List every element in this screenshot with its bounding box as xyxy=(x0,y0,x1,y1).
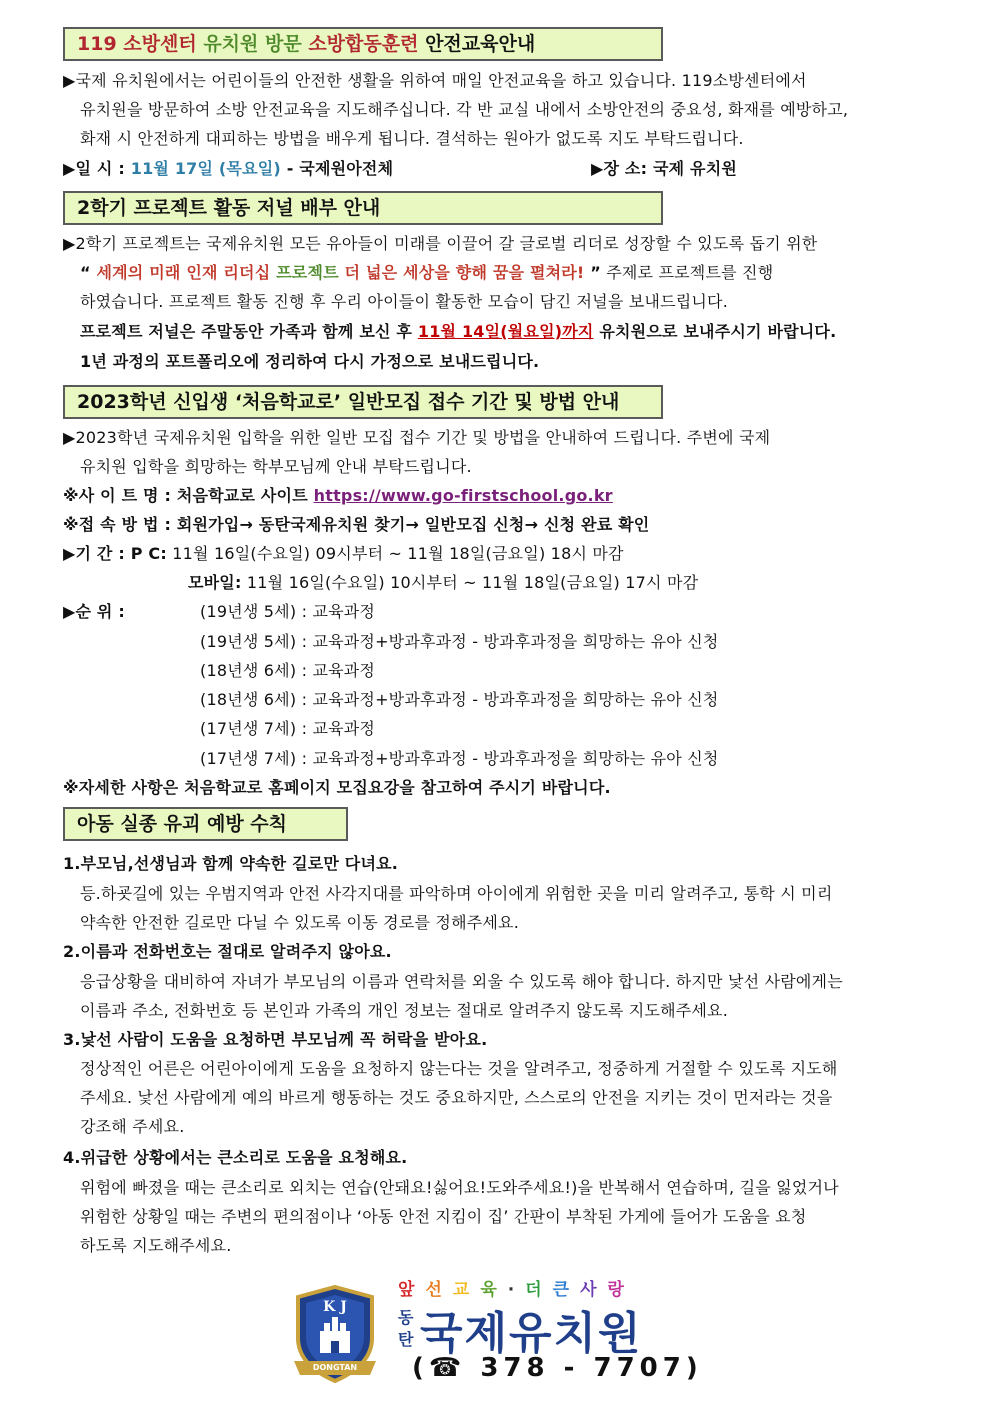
quote-green: 프로젝트 xyxy=(270,263,345,282)
rule-4-line-3: 하도록 지도해주세요. xyxy=(80,1236,232,1255)
quote-open: “ xyxy=(80,263,97,282)
rule-3-heading: 3.낯선 사람이 도움을 요청하면 부모님께 꼭 허락을 받아요. xyxy=(63,1030,488,1049)
rule-4-line-1: 위험에 빠졌을 때는 큰소리로 외치는 연습(안돼요!싫어요!도와주세요!)을 반복해서 연습하며, 길을 잃었거나 xyxy=(80,1178,839,1197)
rule-1-heading: 1.부모님,선생님과 함께 약속한 길로만 다녀요. xyxy=(63,854,399,873)
event-date-row xyxy=(63,158,393,180)
title-part-visit: 유치원 방문 xyxy=(196,33,309,55)
slogan-char: 더 xyxy=(525,1280,542,1300)
slogan-char: 앞 xyxy=(398,1280,415,1300)
order-item-5: (17년생 7세) : 교육과정 xyxy=(200,719,376,738)
rule-2-line-1: 응급상황을 대비하여 자녀가 부모님의 이름과 연락처를 외울 수 있도록 해야 합니다. 하지만 낯선 사람에게는 xyxy=(80,972,843,991)
section3-note: ※자세한 사항은 처음학교로 홈페이지 모집요강을 참고하여 주시기 바랍니다. xyxy=(63,778,611,797)
order-item-3: (18년생 6세) : 교육과정 xyxy=(200,661,376,680)
mobile-value: 11월 16일(수요일) 10시부터 ~ 11월 18일(금요일) 17시 마감 xyxy=(241,573,699,592)
slogan-char: 큰 xyxy=(552,1280,570,1300)
journal-return-suffix: 유치원으로 보내주시기 바랍니다. xyxy=(593,322,837,341)
slogan-char: 랑 xyxy=(607,1280,624,1300)
site-link[interactable]: https://www.go-firstschool.go.kr xyxy=(313,486,613,505)
place-value: 국제 유치원 xyxy=(652,159,738,178)
kindergarten-logo xyxy=(290,1275,710,1390)
title-part-safety: 안전교육안내 xyxy=(418,33,536,55)
slogan-char: 사 xyxy=(580,1280,597,1300)
section2-quote-line xyxy=(80,262,773,284)
period-mobile-row xyxy=(188,572,698,594)
section1-body-line-3: 화재 시 안전하게 대피하는 방법을 배우게 됩니다. 결석하는 원아가 없도록 지도 부탁드립니다. xyxy=(80,129,744,148)
title-part-drill: 소방합동훈련 xyxy=(308,33,419,55)
period-label: ▶기 간 : xyxy=(63,544,131,563)
section2-title: 2학기 프로젝트 활동 저널 배부 안내 xyxy=(63,191,663,225)
section3-body-line-1: ▶2023학년 국제유치원 입학을 위한 일반 모집 접수 기간 및 방법을 안내하여 드립니다. 주변에 국제 xyxy=(63,428,771,447)
period-pc-row xyxy=(63,543,624,565)
quote-close: ” xyxy=(584,263,601,282)
title-part-119: 119 소방센터 xyxy=(77,33,197,55)
rule-4-line-2: 위험한 상황일 때는 주변의 편의점이나 ‘아동 안전 지킴이 집’ 간판이 부착된 가게에 들어가 도움을 요청 xyxy=(80,1207,807,1226)
order-item-4: (18년생 6세) : 교육과정+방과후과정 - 방과후과정을 희망하는 유아 신청 xyxy=(200,690,719,709)
order-item-2: (19년생 5세) : 교육과정+방과후과정 - 방과후과정을 희망하는 유아 신청 xyxy=(200,632,719,651)
slogan-char: 교 xyxy=(452,1280,470,1300)
section2-line-3: 하였습니다. 프로젝트 활동 진행 후 우리 아이들이 활동한 모습이 담긴 저널을 보내드립니다. xyxy=(80,292,728,311)
access-method: ※접 속 방 법 : 회원가입→ 동탄국제유치원 찾기→ 일반모집 신청→ 신청 완료 확인 xyxy=(63,515,650,534)
event-place-row xyxy=(591,158,737,180)
section4-title: 아동 실종 유괴 예방 수칙 xyxy=(63,807,348,841)
phone-number: (☎ 378 - 7707) xyxy=(412,1353,703,1383)
section2-line-1: ▶2학기 프로젝트는 국제유치원 모든 유아들이 미래를 이끌어 갈 글로벌 리더로 성장할 수 있도록 돕기 위한 xyxy=(63,234,818,253)
emblem-ribbon: DONGTAN xyxy=(312,1363,358,1372)
section1-body-line-1: ▶국제 유치원에서는 어린이들의 안전한 생활을 위하여 매일 안전교육을 하고 있습니다. 119소방센터에서 xyxy=(63,71,807,90)
section1-body-line-2: 유치원을 방문하여 소방 안전교육을 지도해주십니다. 각 반 교실 내에서 소방안전의 중요성, 화재를 예방하고, xyxy=(80,100,849,119)
rule-3-line-1: 정상적인 어른은 어린아이에게 도움을 요청하지 않는다는 것을 알려주고, 정중하게 거절할 수 있도록 지도해 xyxy=(80,1059,838,1078)
pc-label: P C: xyxy=(130,544,167,563)
rule-2-heading: 2.이름과 전화번호는 절대로 알려주지 않아요. xyxy=(63,942,392,961)
date-label: ▶일 시 : xyxy=(63,159,131,178)
emblem-letters: K J xyxy=(323,1299,347,1315)
date-suffix: - 국제원아전체 xyxy=(280,159,394,178)
name-prefix-bottom: 탄 xyxy=(398,1330,414,1349)
quote-suffix: 주제로 프로젝트를 진행 xyxy=(600,263,774,282)
section1-title xyxy=(63,27,663,61)
site-row xyxy=(63,485,613,507)
journal-return-date: 11월 14일(월요일)까지 xyxy=(417,322,594,341)
rule-3-line-2: 주세요. 낯선 사람에게 예의 바르게 행동하는 것도 중요하지만, 스스로의 안전을 지키는 것이 먼저라는 것을 xyxy=(80,1088,833,1107)
order-label: ▶순 위 : xyxy=(63,602,125,621)
rule-1-line-1: 등.하굣길에 있는 우범지역과 안전 사각지대를 파악하며 아이에게 위험한 곳을 미리 알려주고, 통학 시 미리 xyxy=(80,884,833,903)
rule-1-line-2: 약속한 안전한 길로만 다닐 수 있도록 이동 경로를 정해주세요. xyxy=(80,913,519,932)
rule-2-line-2: 이름과 주소, 전화번호 등 본인과 가족의 개인 정보는 절대로 알려주지 않도록 지도해주세요. xyxy=(80,1001,728,1020)
section3-body-line-2: 유치원 입학을 희망하는 학부모님께 안내 부탁드립니다. xyxy=(80,457,472,476)
name-prefix-top: 동 xyxy=(398,1308,414,1327)
section2-line-4 xyxy=(80,321,836,343)
quote-rest: 더 넓은 세상을 향해 꿈을 펼쳐라! xyxy=(344,263,585,282)
slogan-char: · xyxy=(507,1280,515,1300)
mobile-label: 모바일: xyxy=(188,573,242,592)
section3-title: 2023학년 신입생 ‘처음학교로’ 일반모집 접수 기간 및 방법 안내 xyxy=(63,385,663,419)
site-label: ※사 이 트 명 : 처음학교로 사이트 xyxy=(63,486,314,505)
journal-return-prefix: 프로젝트 저널은 주말동안 가족과 함께 보신 후 xyxy=(80,322,418,341)
pc-value: 11월 16일(수요일) 09시부터 ~ 11월 18일(금요일) 18시 마감 xyxy=(166,544,624,563)
place-label: ▶장 소: xyxy=(591,159,653,178)
slogan-char: 선 xyxy=(425,1280,442,1300)
rule-3-line-3: 강조해 주세요. xyxy=(80,1117,185,1136)
quote-red: 세계의 미래 인재 리더십 xyxy=(96,263,271,282)
date-value: 11월 17일 (목요일) xyxy=(130,159,281,178)
kindergarten-name: 국제유치원 xyxy=(420,1308,643,1359)
section2-line-5: 1년 과정의 포트폴리오에 정리하여 다시 가정으로 보내드립니다. xyxy=(80,352,540,371)
order-item-1: (19년생 5세) : 교육과정 xyxy=(200,602,376,621)
order-item-6: (17년생 7세) : 교육과정+방과후과정 - 방과후과정을 희망하는 유아 신청 xyxy=(200,749,719,768)
slogan-char: 육 xyxy=(480,1280,497,1300)
rule-4-heading: 4.위급한 상황에서는 큰소리로 도움을 요청해요. xyxy=(63,1148,408,1167)
